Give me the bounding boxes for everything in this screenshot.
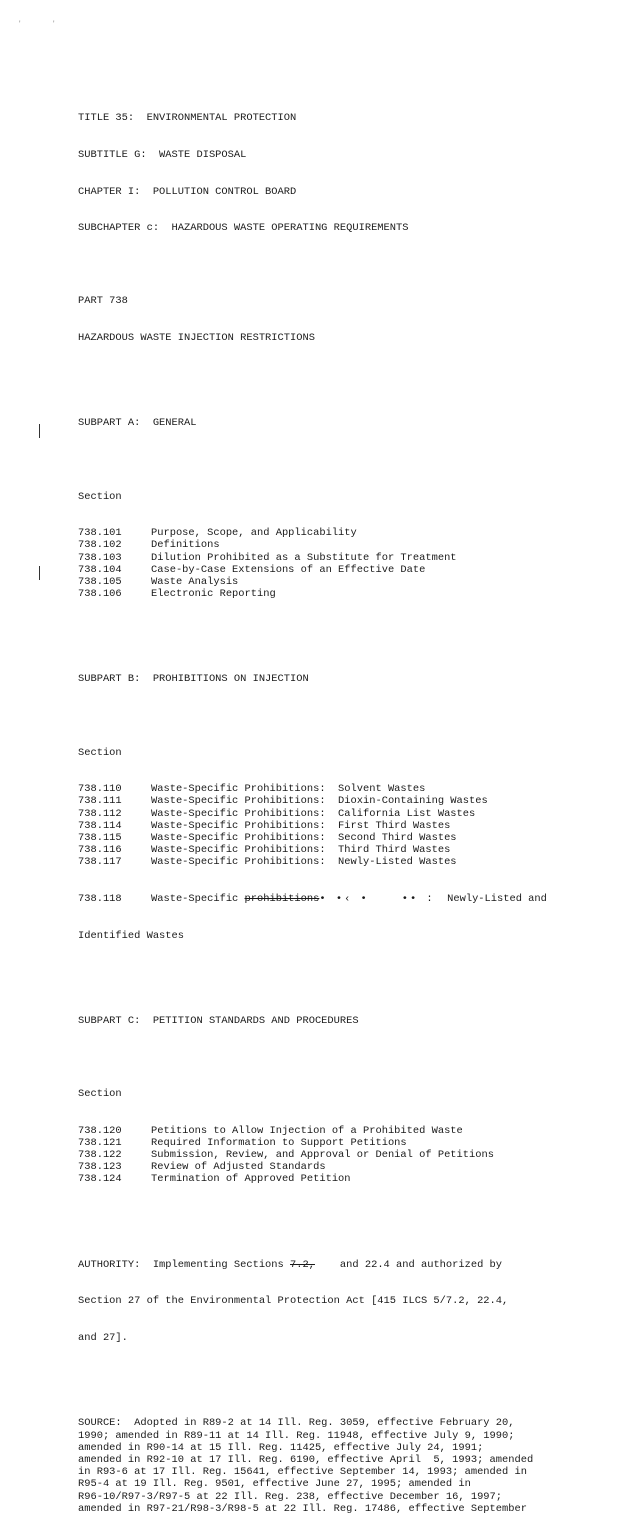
section-row <box>78 564 548 576</box>
source-line: amended in R92-10 at 17 Ill. Reg. 6190, effective April 5, 1993; amended <box>78 1454 534 1467</box>
section-number: 738.115 <box>78 832 122 844</box>
section-row <box>78 820 548 832</box>
section-title: Case-by-Case Extensions of an Effective Date <box>151 563 426 576</box>
authority-line: and 27]. <box>78 1332 128 1345</box>
section-row <box>78 856 548 868</box>
section-title: Waste-Specific Prohibitions: First Third Wastes <box>151 819 451 832</box>
section-number: 738.114 <box>78 819 122 832</box>
section-number: 738.117 <box>78 856 122 869</box>
chapter-line: CHAPTER I: POLLUTION CONTROL BOARD <box>78 185 297 198</box>
section-number: 738.122 <box>78 1149 122 1162</box>
section-number: 738.103 <box>78 551 122 564</box>
section-row <box>78 808 548 820</box>
section-number: 738.116 <box>78 844 122 857</box>
authority-line: Section 27 of the Environmental Protection Act [415 ILCS 5/7.2, 22.4, <box>78 1295 509 1308</box>
authority-text: and 22.4 and authorized by <box>314 1258 503 1271</box>
section-row <box>78 576 548 588</box>
section-number: 738.123 <box>78 1161 122 1174</box>
section-title: Dilution Prohibited as a Substitute for Treatment <box>151 551 457 564</box>
subtitle-line: SUBTITLE G: WASTE DISPOSAL <box>78 149 247 161</box>
section-row <box>78 1137 548 1149</box>
section-title: Waste Analysis <box>151 575 239 588</box>
section-title: Definitions <box>151 539 220 552</box>
subpart-a-heading: SUBPART A: GENERAL <box>78 417 197 430</box>
source-line: R95-4 at 19 Ill. Reg. 9501, effective June 27, 1995; amended in <box>78 1478 471 1491</box>
section-number: 738.111 <box>78 795 122 808</box>
section-row <box>78 1149 548 1161</box>
section-title: Electronic Reporting <box>151 588 276 601</box>
authority-text: AUTHORITY: Implementing Sections <box>78 1258 291 1271</box>
section-number: 738.112 <box>78 807 122 820</box>
section-title: Petitions to Allow Injection of a Prohibited Waste <box>151 1124 463 1137</box>
section-title: Waste-Specific Prohibitions: Dioxin-Containing Wastes <box>151 795 488 808</box>
section-number: 738.101 <box>78 527 122 540</box>
section-row <box>78 844 548 856</box>
section-row <box>78 1161 548 1173</box>
section-row <box>78 832 548 844</box>
section-row <box>78 588 548 600</box>
authority-line <box>78 1259 548 1271</box>
section-row <box>78 893 548 905</box>
section-title-text: Waste-Specific <box>151 892 245 905</box>
struck-text: 7.2, <box>290 1258 315 1271</box>
subchapter-line: SUBCHAPTER c: HAZARDOUS WASTE OPERATING REQUIREMENTS <box>78 222 409 235</box>
source-line: amended in R90-14 at 15 Ill. Reg. 11425, effective July 24, 1991; <box>78 1441 484 1454</box>
section-row <box>78 795 548 807</box>
change-bar <box>39 566 40 580</box>
section-label: Section <box>78 1088 122 1101</box>
section-number: 738.110 <box>78 783 122 796</box>
section-title: Waste-Specific Prohibitions: Newly-Listed Wastes <box>151 856 457 869</box>
source-line: in R93-6 at 17 Ill. Reg. 15641, effective September 14, 1993; amended in <box>78 1466 527 1479</box>
source-line: 1990; amended in R89-11 at 14 Ill. Reg. 11948, effective July 9, 1990; <box>78 1429 515 1442</box>
section-number: 738.106 <box>78 588 122 601</box>
section-number: 738.121 <box>78 1136 122 1149</box>
document-page <box>78 88 548 1527</box>
section-row <box>78 1125 548 1137</box>
subpart-c-heading: SUBPART C: PETITION STANDARDS AND PROCEDURES <box>78 1014 359 1027</box>
scan-speck: ' <box>18 20 22 27</box>
source-line: amended in R97-21/R98-3/R98-5 at 22 Ill. Reg. 17486, effective September <box>78 1502 527 1515</box>
section-title: Purpose, Scope, and Applicability <box>151 527 357 540</box>
section-title <box>151 893 547 905</box>
part-number: PART 738 <box>78 295 128 308</box>
source-block <box>78 1417 548 1515</box>
section-row <box>78 1173 548 1185</box>
section-number: 738.124 <box>78 1173 122 1186</box>
source-line: SOURCE: Adopted in R89-2 at 14 Ill. Reg. 3059, effective February 20, <box>78 1417 515 1430</box>
section-row <box>78 539 548 551</box>
section-number: 738.104 <box>78 563 122 576</box>
struck-text: prohibitions <box>244 892 320 905</box>
section-title: Waste-Specific Prohibitions: Second Third Wastes <box>151 832 457 844</box>
section-title: Waste-Specific Prohibitions: Solvent Wastes <box>151 783 426 796</box>
section-number: 738.118 <box>78 892 122 905</box>
subpart-b-section-list <box>78 783 548 868</box>
section-number: 738.120 <box>78 1124 122 1137</box>
subpart-b-heading: SUBPART B: PROHIBITIONS ON INJECTION <box>78 673 309 686</box>
section-title: Required Information to Support Petitions <box>151 1136 407 1149</box>
section-number: 738.102 <box>78 539 122 552</box>
section-row <box>78 527 548 539</box>
section-title: Review of Adjusted Standards <box>151 1161 326 1174</box>
subpart-a-section-list <box>78 527 548 600</box>
section-title-text: Newly-Listed and <box>434 892 547 905</box>
part-name: HAZARDOUS WASTE INJECTION RESTRICTIONS <box>78 331 315 344</box>
section-title: Waste-Specific Prohibitions: Third Third Wastes <box>151 844 451 857</box>
scan-speck: ' <box>52 20 56 27</box>
source-line: R96-10/R97-3/R97-5 at 22 Ill. Reg. 238, effective December 16, 1997; <box>78 1490 503 1503</box>
section-label: Section <box>78 746 122 759</box>
section-row <box>78 783 548 795</box>
section-title: Termination of Approved Petition <box>151 1173 351 1186</box>
section-title: Submission, Review, and Approval or Denial of Petitions <box>151 1149 494 1162</box>
title-line: TITLE 35: ENVIRONMENTAL PROTECTION <box>78 112 297 125</box>
change-bar <box>39 424 40 438</box>
marked-text: • •‹ • •• : <box>319 892 435 905</box>
section-label: Section <box>78 490 122 503</box>
section-title: Waste-Specific Prohibitions: California List Wastes <box>151 807 476 820</box>
section-row <box>78 552 548 564</box>
subpart-c-section-list <box>78 1125 548 1186</box>
section-title-continuation: Identified Wastes <box>78 929 185 942</box>
section-number: 738.105 <box>78 575 122 588</box>
